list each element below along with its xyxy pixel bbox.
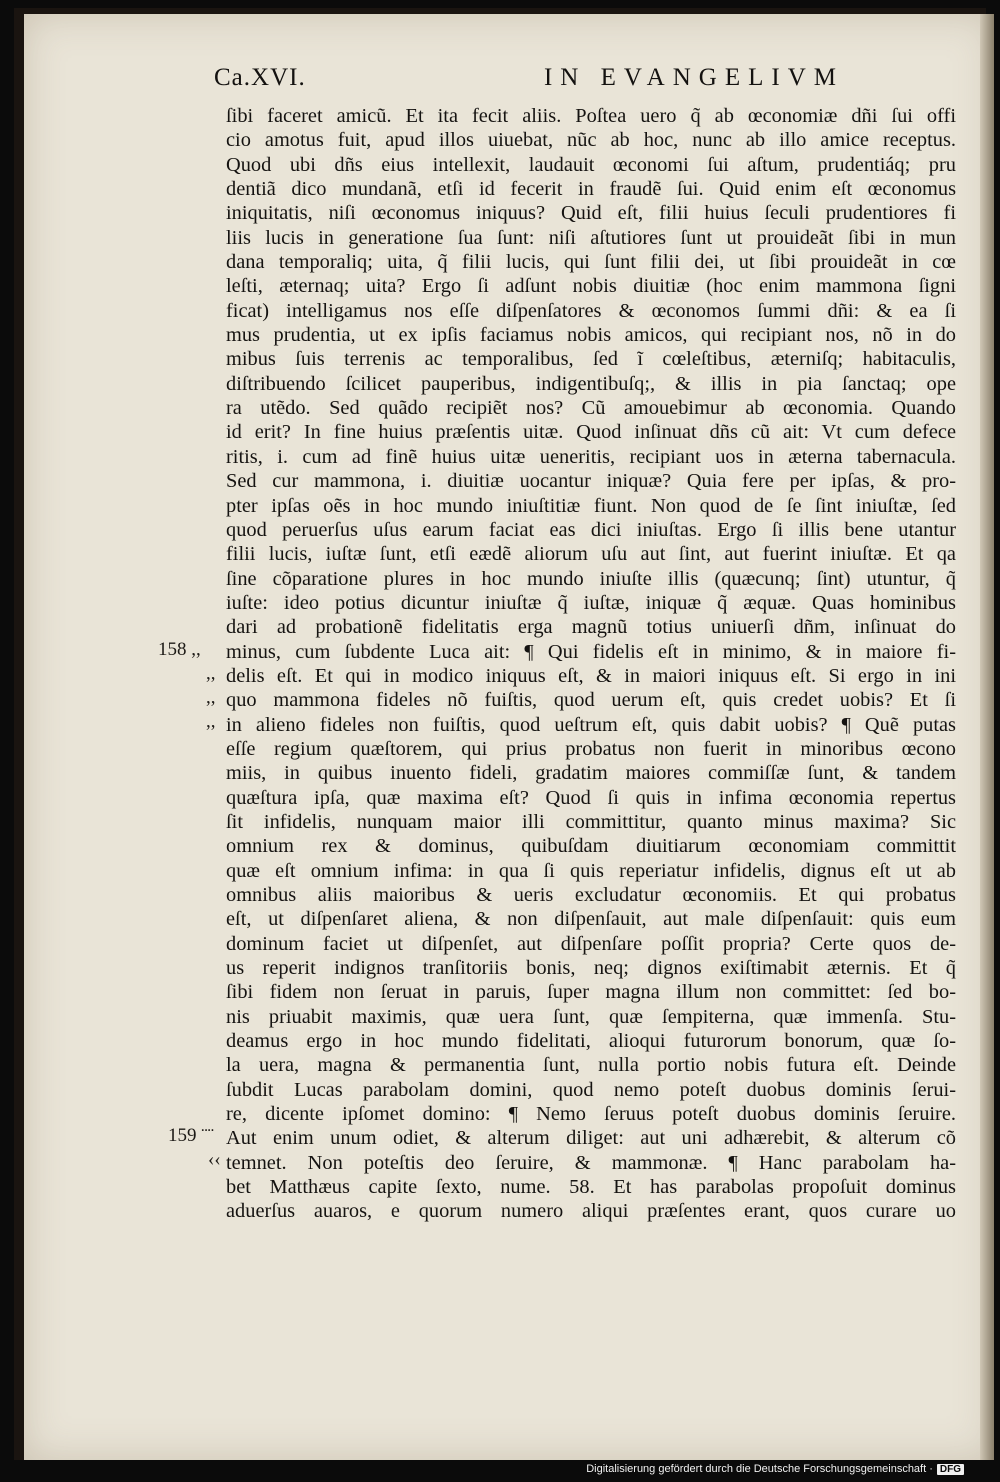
text-line: miis, in quibus inuento fideli, gradatim maiores commiſſæ ſunt, & tandem (226, 762, 956, 785)
text-line: dari ad probationẽ fidelitatis erga magnũ totius uniuerſi dñm, inſinuat do (226, 616, 956, 639)
text-line: dana temporaliq; uita, q̃ filii lucis, qui ſunt filii dei, ut ſibi prouideãt in cœ (226, 251, 956, 274)
main-text-block (226, 104, 956, 1224)
text-line: bet Matthæus capite ſexto, nume. 58. Et has parabolas propoſuit dominus (226, 1176, 956, 1199)
text-line: ſubdit Lucas parabolam domini, quod nemo poteſt duobus dominis ſerui- (226, 1078, 956, 1101)
text-line: in alieno fideles non fuiſtis, quod ueſtrum eſt, quis dabit uobis? ¶ Quẽ putas (226, 713, 956, 736)
running-head (214, 64, 844, 100)
page-edge (980, 14, 994, 1460)
text-line: delis eſt. Et qui in modico iniquus eſt, & in maiori iniquus eſt. Si ergo in ini (226, 664, 956, 687)
quote-mark: ‹‹ (208, 1149, 221, 1170)
text-line: deamus ergo in hoc mundo fidelitati, alioqui futurorum bonorum, quæ ſo- (226, 1030, 956, 1053)
dfg-logo: DFG (937, 1464, 964, 1475)
text-line: omnium rex & dominus, quibuſdam diuitiarum œconomiam committit (226, 835, 956, 858)
margin-note-number: 159 (168, 1125, 197, 1146)
text-line: omnibus aliis maioribus & ueris excludatur œconomiis. Et qui probatus (226, 884, 956, 906)
text-line: ſibi fidem non ſeruat in paruis, ſuper magna illum non committet: ſed bo- (226, 981, 956, 1004)
text-line: mus prudentia, ut ex ipſis faciamus nobis amicos, qui recipiant nos, nõ in do (226, 324, 956, 347)
text-line: dentiã dico mundanã, etſi id fecerit in fraudẽ ſui. Quid enim eſt œconomus (226, 178, 956, 201)
book-title: IN EVANGELIVM (543, 64, 844, 91)
quote-mark: ,, (206, 711, 216, 732)
text-line: dominum faciet ut diſpenſet, aut diſpenſare poſſit propria? Certe quos de- (226, 932, 956, 955)
footer-text: Digitalisierung gefördert durch die Deutsche Forschungsgemeinschaft · (586, 1463, 933, 1475)
quote-mark: ,, (206, 687, 216, 708)
margin-note-marks: ¨¨ (201, 1125, 214, 1146)
text-line: quod peruerſus uſus earum faciat eas dici iniuſtas. Ergo ſi illis bene utantur (226, 518, 956, 541)
text-line: pter ipſas oẽs in hoc mundo iniuſtitiæ fiunt. Non quod de ſe ſint iniuſtæ, ſed (226, 494, 956, 517)
text-line: la uera, magna & permanentia ſunt, nulla portio nobis futura eſt. Deinde (226, 1054, 956, 1077)
text-line: liis lucis in generatione ſua ſunt: niſi aſtutiores ſunt ut prouideãt ſibi in mun (226, 226, 956, 249)
text-line: mibus ſuis terrenis ac temporalibus, ſed ĩ cœleſtibus, æterniſq; habitaculis, (226, 348, 956, 371)
text-line: ſit infidelis, nunquam maior illi committitur, quanto minus maxima? Sic (226, 810, 956, 833)
text-line: re, dicente ipſomet domino: ¶ Nemo ſeruus poteſt duobus dominis ſeruire. (226, 1103, 956, 1126)
text-line: leſti, æternaq; uita? Ergo ſi adſunt nobis diuitiæ (hoc enim mammona ſigni (226, 275, 956, 298)
margin-note-159 (168, 1124, 214, 1148)
text-line: ſine cõparatione plures in hoc mundo iniuſte illis (quæcunq; ſint) utuntur, q̃ (226, 567, 956, 590)
text-line: ritis, i. cum ad finẽ huius uitæ ueneritis, recipiant uos in æterna tabernacula. (226, 445, 956, 468)
digitization-footer (586, 1463, 964, 1475)
text-line: ficat) intelligamus nos eſſe diſpenſatores & œconomos ſummi dñi: & ea ſi (226, 299, 956, 322)
margin-note-number: 158 (158, 639, 187, 660)
quote-mark: ,, (206, 663, 216, 684)
text-line: ra utẽdo. Sed quãdo recipiẽt nos? Cũ amouebimur ab œconomia. Quando (226, 397, 956, 420)
chapter-label: Ca.XVI. (214, 64, 306, 91)
text-line: quæſtura ipſa, quæ maxima eſt? Quod ſi quis in infima œconomia repertus (226, 786, 956, 809)
text-line: iniquitatis, niſi œconomus iniquus? Quid eſt, filii huius ſeculi prudentiores fi (226, 202, 956, 225)
text-line: Quod ubi dñs eius intellexit, laudauit œconomi ſui aſtum, prudentiáq; pru (226, 153, 956, 176)
text-line: ſibi faceret amicũ. Et ita fecit aliis. Poſtea uero q̃ ab œconomiæ dñi ſui offi (226, 105, 956, 127)
text-line: temnet. Non poteſtis deo ſeruire, & mammonæ. ¶ Hanc parabolam ha- (226, 1151, 956, 1174)
text-line: Sed cur mammona, i. diuitiæ uocantur iniquæ? Quia fere per ipſas, & pro- (226, 470, 956, 493)
text-line: iuſte: ideo potius dicuntur iniuſtæ q̃ iuſtæ, iniquæ q̃ æquæ. Quas hominibus (226, 591, 956, 614)
text-line: aduerſus auaros, e quorum numero aliqui præſentes erant, quos curare uo (226, 1200, 956, 1223)
text-line: quæ eſt omnium infima: in qua ſi quis reperiatur infidelis, dignus eſt ut ab (226, 859, 956, 882)
text-line: quo mammona fideles nõ fuiſtis, quod uerum eſt, quis credet uobis? Et ſi (226, 689, 956, 712)
text-line: eſt, ut diſpenſaret aliena, & non diſpenſauit, aut male diſpenſauit: quis eum (226, 908, 956, 931)
text-line: Aut enim unum odiet, & alterum diliget: aut uni adhærebit, & alterum cõ (226, 1127, 956, 1150)
text-line: filii lucis, iuſtæ ſunt, etſi eædẽ aliorum uſu aut ſint, aut fuerint iniuſtæ. Et qa (226, 543, 956, 566)
text-line: minus, cum ſubdente Luca ait: ¶ Qui fidelis eſt in minimo, & in maiore fi- (226, 640, 956, 663)
margin-note-158 (158, 638, 201, 662)
text-line: diſtribuendo ſcilicet pauperibus, indigentibuſq;, & illis in pia ſanctaq; ope (226, 372, 956, 395)
margin-note-marks: ,, (191, 639, 201, 660)
text-line: us reperit indignos tranſitoriis bonis, neq; dignos exiſtimabit æternis. Et q̃ (226, 957, 956, 980)
text-line: cio amotus fuit, apud illos uiuebat, nũc ab hoc, nunc ab illo amice receptus. (226, 129, 956, 152)
text-line: id erit? In fine huius præſentis uitæ. Quod inſinuat dñs cũ ait: Vt cum defece (226, 421, 956, 444)
text-line: nis priuabit maximis, quæ uera ſunt, quæ ſempiterna, quæ immenſa. Stu- (226, 1005, 956, 1028)
text-line: eſſe regium quæſtorem, qui prius probatus non fuerit in minoribus œcono (226, 737, 956, 760)
